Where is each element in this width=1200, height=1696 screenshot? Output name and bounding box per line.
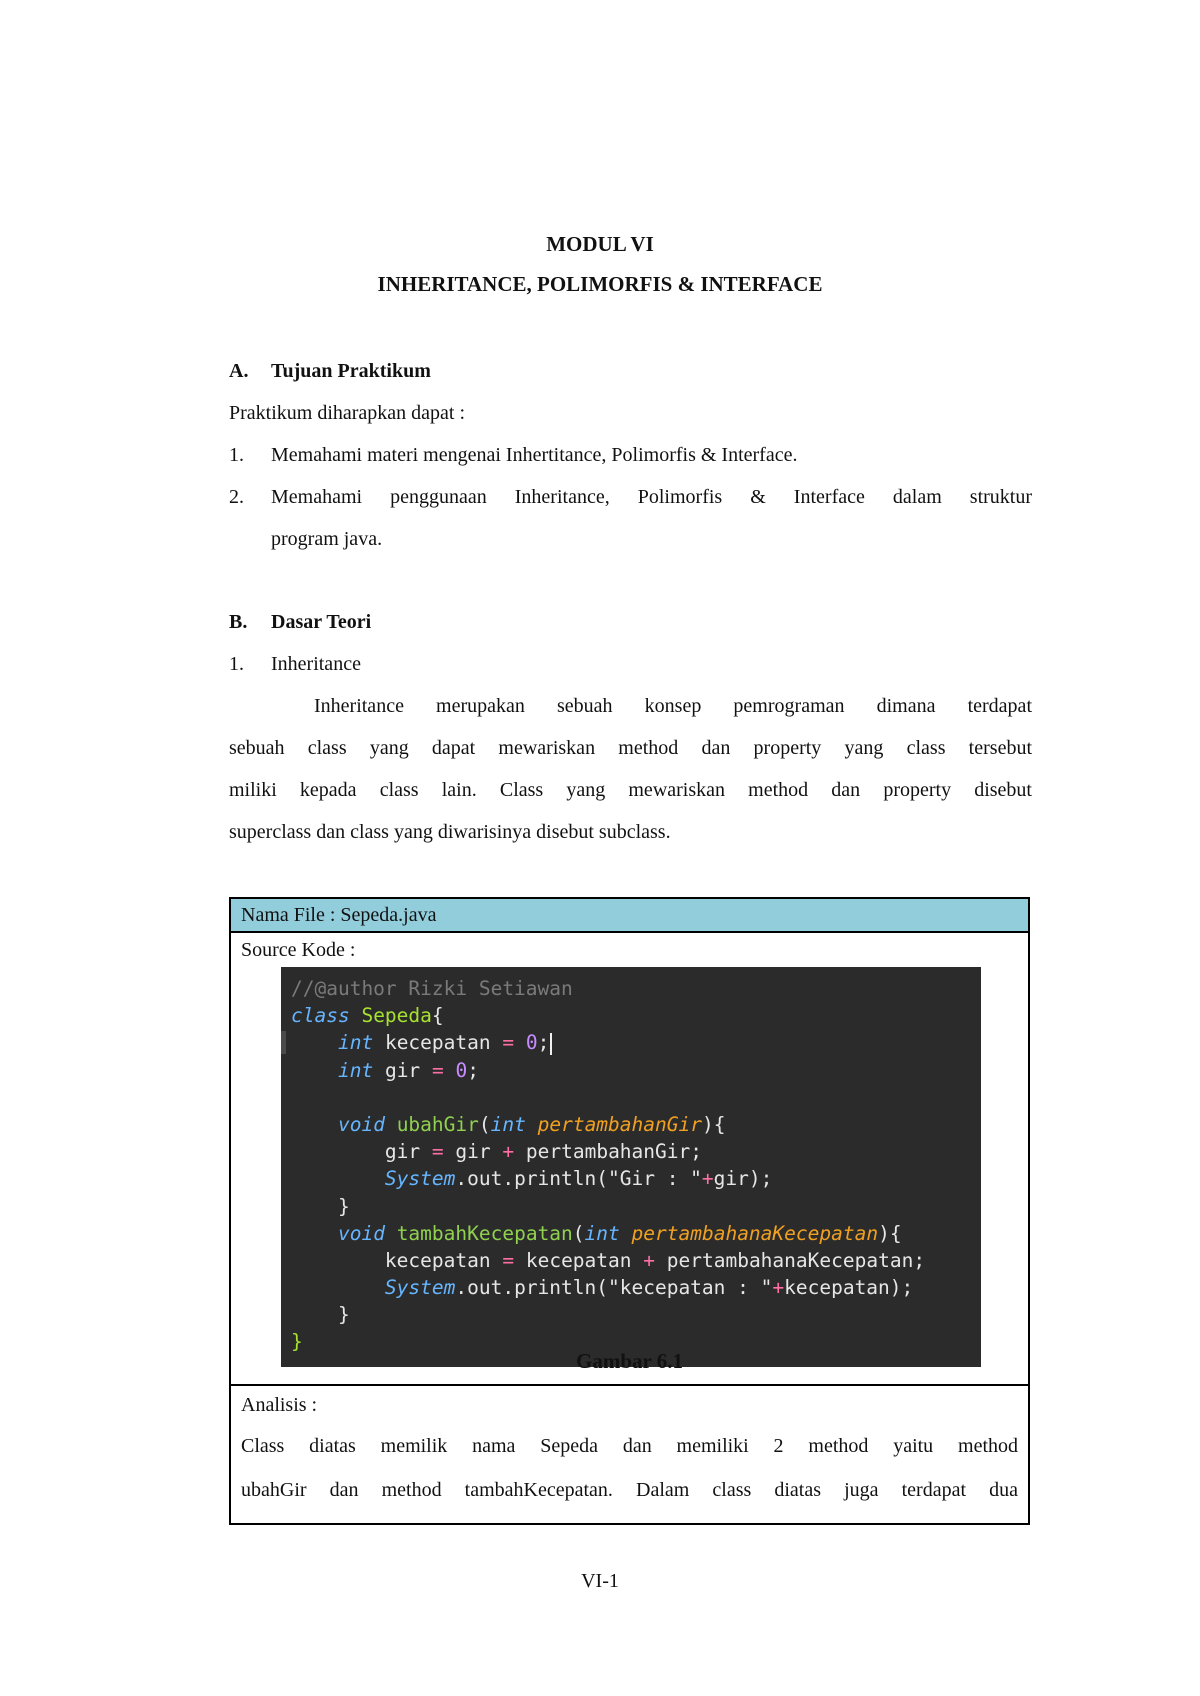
file-name-cell: Nama File : Sepeda.java (231, 899, 1028, 933)
section-b (229, 601, 1032, 685)
code-line: } (291, 1194, 350, 1218)
code-table (229, 897, 1030, 1525)
section-a-heading (229, 350, 1032, 392)
code-line: kecepatan = kecepatan + pertambahanaKecepatan; (384, 1248, 926, 1272)
section-b-number: B. (229, 611, 248, 633)
code-screenshot (281, 967, 981, 1367)
list-item: 1. Memahami materi mengenai Inhertitance, Polimorfis & Interface. (229, 444, 798, 466)
code-line: void ubahGir(int pertambahanGir){ (337, 1112, 726, 1136)
text-cursor (550, 1033, 552, 1055)
code-line (291, 1084, 981, 1111)
section-a-number: A. (229, 360, 249, 382)
page-number: VI-1 (581, 1570, 619, 1592)
inheritance-paragraph: Inheritance merupakan sebuah konsep pemrograman dimana terdapat sebuah class yang dapat mewariskan method dan property yang class tersebut miliki kepada class lain. Class yang mewariskan method dan property disebut superclass dan class yang diwarisinya disebut subclass. (229, 695, 1032, 843)
section-a (229, 350, 1032, 560)
list-item: 2. Memahami penggunaan Inheritance, Polimorfis & Interface dalam struktur program java. (229, 486, 1032, 550)
section-b-title: Dasar Teori (271, 611, 372, 633)
code-line: } (291, 1303, 350, 1327)
gutter-marker (281, 1031, 286, 1054)
source-label: Source Kode : (241, 939, 356, 961)
code-line: //@author Rizki Setiawan (291, 977, 573, 1000)
module-title: INHERITANCE, POLIMORFIS & INTERFACE (377, 272, 823, 296)
code-line: System.out.println("kecepatan : "+kecepatan); (384, 1276, 914, 1300)
code-line: int kecepatan = 0; (291, 1029, 981, 1056)
section-a-intro: Praktikum diharapkan dapat : (229, 402, 466, 424)
section-b-heading (229, 601, 1032, 643)
code-line: int gir = 0; (337, 1058, 479, 1082)
source-cell (231, 933, 1028, 1386)
subsection-inheritance: 1. Inheritance (229, 653, 361, 675)
analysis-label: Analisis : (241, 1394, 318, 1416)
figure-caption: Gambar 6.1 (576, 1349, 683, 1373)
module-number: MODUL VI (546, 232, 654, 256)
code-line: gir = gir + pertambahanGir; (384, 1140, 703, 1164)
section-a-title: Tujuan Praktikum (271, 360, 431, 382)
code-line: class Sepeda{ (291, 1004, 444, 1028)
code-line: } (291, 1330, 303, 1354)
code-line: void tambahKecepatan(int pertambahanaKecepatan){ (337, 1221, 902, 1245)
analysis-text: Class diatas memilik nama Sepeda dan memiliki 2 method yaitu method ubahGir dan method tambahKecepatan. Dalam class diatas juga terdapat dua (241, 1435, 1018, 1501)
analysis-cell (231, 1386, 1028, 1527)
code-line: System.out.println("Gir : "+gir); (384, 1167, 773, 1191)
